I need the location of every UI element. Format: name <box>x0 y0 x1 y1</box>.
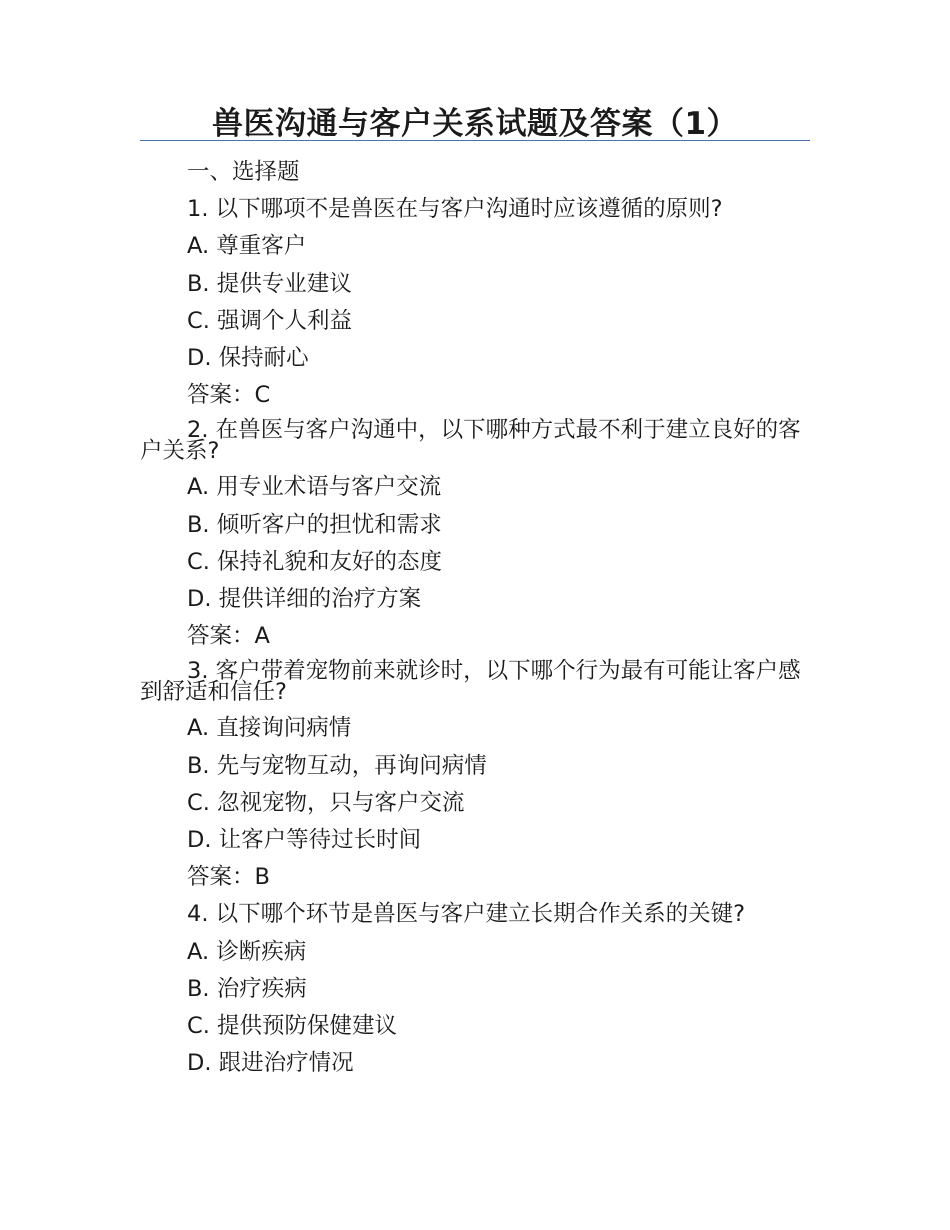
question-4-option-c: C. 提供预防保健建议 <box>187 1013 398 1040</box>
question-2-option-c: C. 保持礼貌和友好的态度 <box>187 548 443 575</box>
question-1-option-a: A. 尊重客户 <box>187 233 307 260</box>
question-4-option-a: A. 诊断疾病 <box>187 938 307 965</box>
question-1-option-c: C. 强调个人利益 <box>187 307 353 334</box>
title-underline <box>140 140 810 141</box>
question-4-option-b: B. 治疗疾病 <box>187 975 307 1002</box>
question-4-stem: 4. 以下哪个环节是兽医与客户建立长期合作关系的关键? <box>187 901 746 928</box>
question-2-answer: 答案：A <box>187 623 270 650</box>
question-3-answer: 答案：B <box>187 864 270 891</box>
question-2-option-a: A. 用专业术语与客户交流 <box>187 474 442 501</box>
question-2-option-b: B. 倾听客户的担忧和需求 <box>187 511 442 538</box>
question-3-option-a: A. 直接询问病情 <box>187 715 352 742</box>
document-title: 兽医沟通与客户关系试题及答案（1） <box>211 106 739 142</box>
question-1-option-b: B. 提供专业建议 <box>187 270 352 297</box>
question-3-option-b: B. 先与宠物互动，再询问病情 <box>187 752 487 779</box>
document-body <box>140 154 810 1082</box>
question-2-stem: 2. 在兽医与客户沟通中，以下哪种方式最不利于建立良好的客户关系? <box>140 417 801 465</box>
question-1-option-d: D. 保持耐心 <box>187 345 309 372</box>
question-3-option-c: C. 忽视宠物，只与客户交流 <box>187 789 465 816</box>
question-2-option-d: D. 提供详细的治疗方案 <box>187 586 422 613</box>
question-3-stem: 3. 客户带着宠物前来就诊时，以下哪个行为最有可能让客户感到舒适和信任? <box>140 658 801 706</box>
question-1-stem: 1. 以下哪项不是兽医在与客户沟通时应该遵循的原则? <box>187 196 723 223</box>
question-4-option-d: D. 跟进治疗情况 <box>187 1050 354 1077</box>
question-3-option-d: D. 让客户等待过长时间 <box>187 827 422 854</box>
question-1-answer: 答案：C <box>187 382 271 409</box>
section-heading: 一、选择题 <box>187 159 300 185</box>
